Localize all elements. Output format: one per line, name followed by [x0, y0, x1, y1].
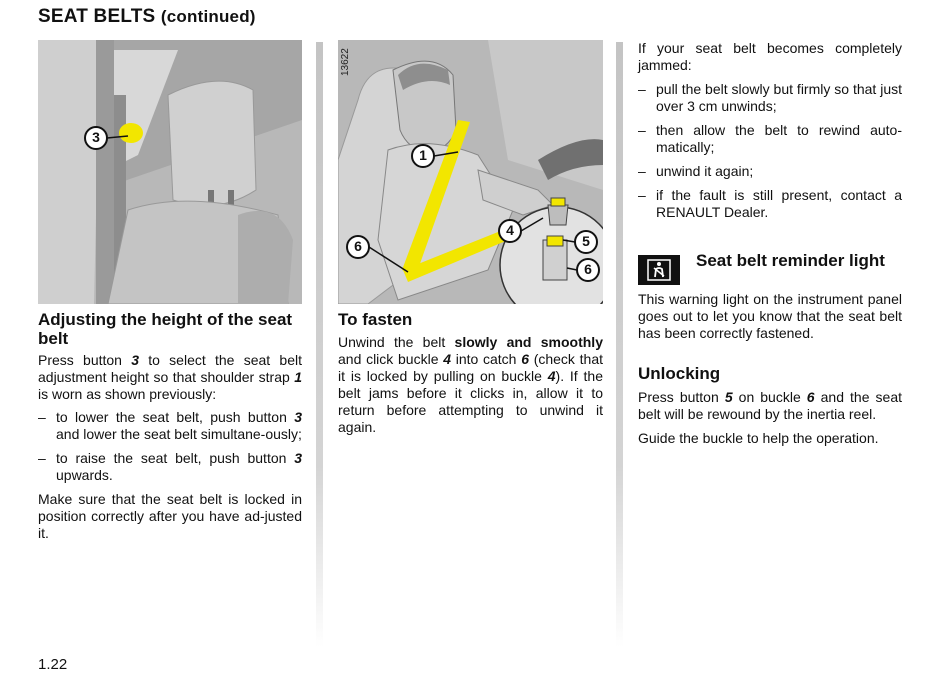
- list-item: – to raise the seat belt, push button 3 upwards.: [38, 450, 302, 483]
- callout-6-detail: 6: [584, 261, 592, 277]
- column-divider-1: [316, 42, 323, 647]
- list-item: – unwind it again;: [638, 163, 754, 179]
- paragraph-unlocking: Press button 5 on buckle 6 and the seat belt will be rewound by the inertia reel.: [638, 389, 903, 422]
- callout-5: 5: [582, 233, 590, 249]
- list-item: – then allow the belt to rewind auto-matically;: [638, 122, 902, 155]
- list-item: – if the fault is still present, contact a RENAULT Dealer.: [638, 187, 902, 220]
- belt-adjust-button: [119, 123, 143, 143]
- column-fasten: [338, 40, 603, 436]
- heading-to-fasten: To fasten: [338, 310, 413, 329]
- paragraph-guide: Guide the buckle to help the operation.: [638, 430, 879, 446]
- column-divider-2: [616, 42, 623, 647]
- callout-6: 6: [354, 238, 362, 254]
- heading-adjust-height: Adjusting the height of the seat belt: [38, 310, 293, 348]
- column-adjust-height: [38, 40, 302, 542]
- reminder-header: [638, 251, 902, 285]
- paragraph-adjust-intro: Press button 3 to select the seat belt adjustment height so that shoulder strap 1 is worn as shown previously:: [38, 352, 302, 402]
- seatbelt-warning-icon: [638, 255, 680, 285]
- paragraph-reminder: This warning light on the instrument panel goes out to let you know that the seat belt has been correctly fastened.: [638, 291, 902, 341]
- callout-1: 1: [419, 147, 427, 163]
- callout-4: 4: [506, 222, 514, 238]
- list-item: – pull the belt slowly but firmly so that just over 3 cm unwinds;: [638, 81, 902, 114]
- paragraph-fasten: Unwind the belt slowly and smoothly and click buckle 4 into catch 6 (check that it is locked by pulling on buckle 4). If the belt jams before it clicks in, allow it to return before attempting to unwind it again.: [338, 334, 604, 435]
- page-title-sub: (continued): [160, 7, 256, 26]
- page-title-main: SEAT BELTS: [38, 6, 156, 27]
- list-jammed-steps: [638, 81, 902, 221]
- column-jammed-reminder: [638, 40, 902, 447]
- heading-reminder-light: Seat belt reminder light: [696, 251, 885, 270]
- paragraph-jammed-intro: If your seat belt becomes completely jammed:: [638, 40, 902, 73]
- illustration-fasten: [338, 40, 603, 304]
- page-title: [38, 6, 256, 28]
- illustration-seat-adjust: [38, 40, 302, 304]
- list-adjust-steps: [38, 409, 302, 484]
- figure-code: 13622: [340, 48, 351, 76]
- page-number: 1.22: [38, 656, 68, 673]
- list-item: – to lower the seat belt, push button 3 and lower the seat belt simultane-ously;: [38, 409, 302, 442]
- callout-3: 3: [92, 129, 100, 145]
- paragraph-adjust-outro: Make sure that the seat belt is locked in position correctly after you have ad-justed it.: [38, 491, 302, 541]
- heading-unlocking: Unlocking: [638, 364, 721, 383]
